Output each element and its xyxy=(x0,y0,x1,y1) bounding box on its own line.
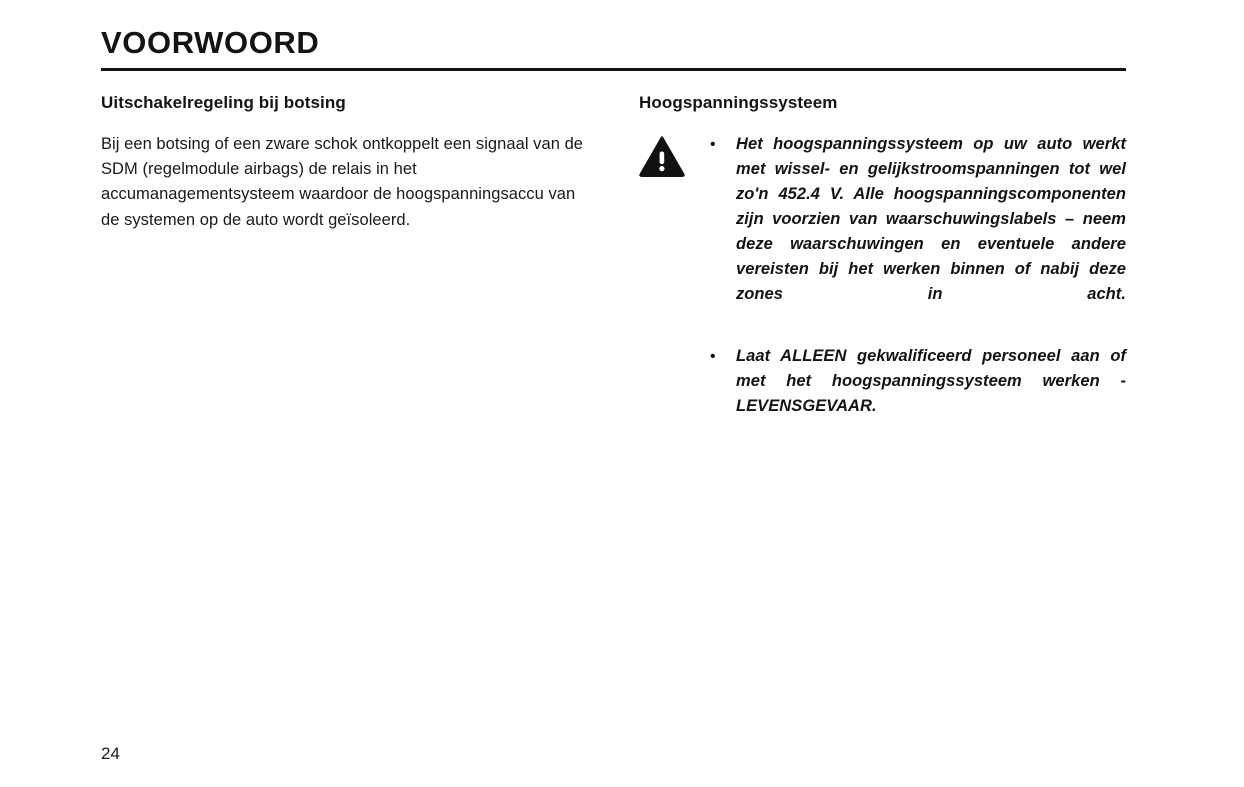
warning-text-2: Laat ALLEEN gekwalificeerd personeel aan of met het hoogspanningssysteem werken - LEVENSGEVAAR. xyxy=(736,347,1126,415)
list-item xyxy=(710,344,1126,444)
content-columns xyxy=(101,92,1126,444)
left-column-paragraph: Bij een botsing of een zware schok ontkoppelt een signaal van de SDM (regelmodule airbags) de relais in het accumanagementsysteem waardoor de hoogspanningsaccu van de systemen op de auto wordt geïsoleerd. xyxy=(101,135,584,229)
page-number: 24 xyxy=(101,744,120,763)
page-header xyxy=(101,24,1126,71)
warning-triangle-icon xyxy=(639,136,685,177)
header-divider xyxy=(101,68,1126,71)
warning-icon-container xyxy=(639,132,710,177)
warning-callout xyxy=(639,132,1126,444)
right-column xyxy=(639,92,1126,444)
warning-text-1: Het hoogspanningssysteem op uw auto werkt met wissel- en gelijkstroomspanningen tot wel zo'n 452.4 V. Alle hoogspanningscomponenten zijn voorzien van waarschuwingslabels – neem deze waarschuwingen en eventuele andere vereisten bij het werken binnen of nabij deze zones in acht. xyxy=(736,135,1126,303)
bullet-glyph: • xyxy=(710,348,716,365)
left-column-heading: Uitschakelregeling bij botsing xyxy=(101,93,346,112)
page-title: VOORWOORD xyxy=(101,25,320,60)
list-item xyxy=(710,132,1126,332)
bullet-glyph: • xyxy=(710,136,716,153)
left-column xyxy=(101,92,590,233)
right-column-heading: Hoogspanningssysteem xyxy=(639,93,838,112)
warning-bullet-list xyxy=(710,132,1126,444)
